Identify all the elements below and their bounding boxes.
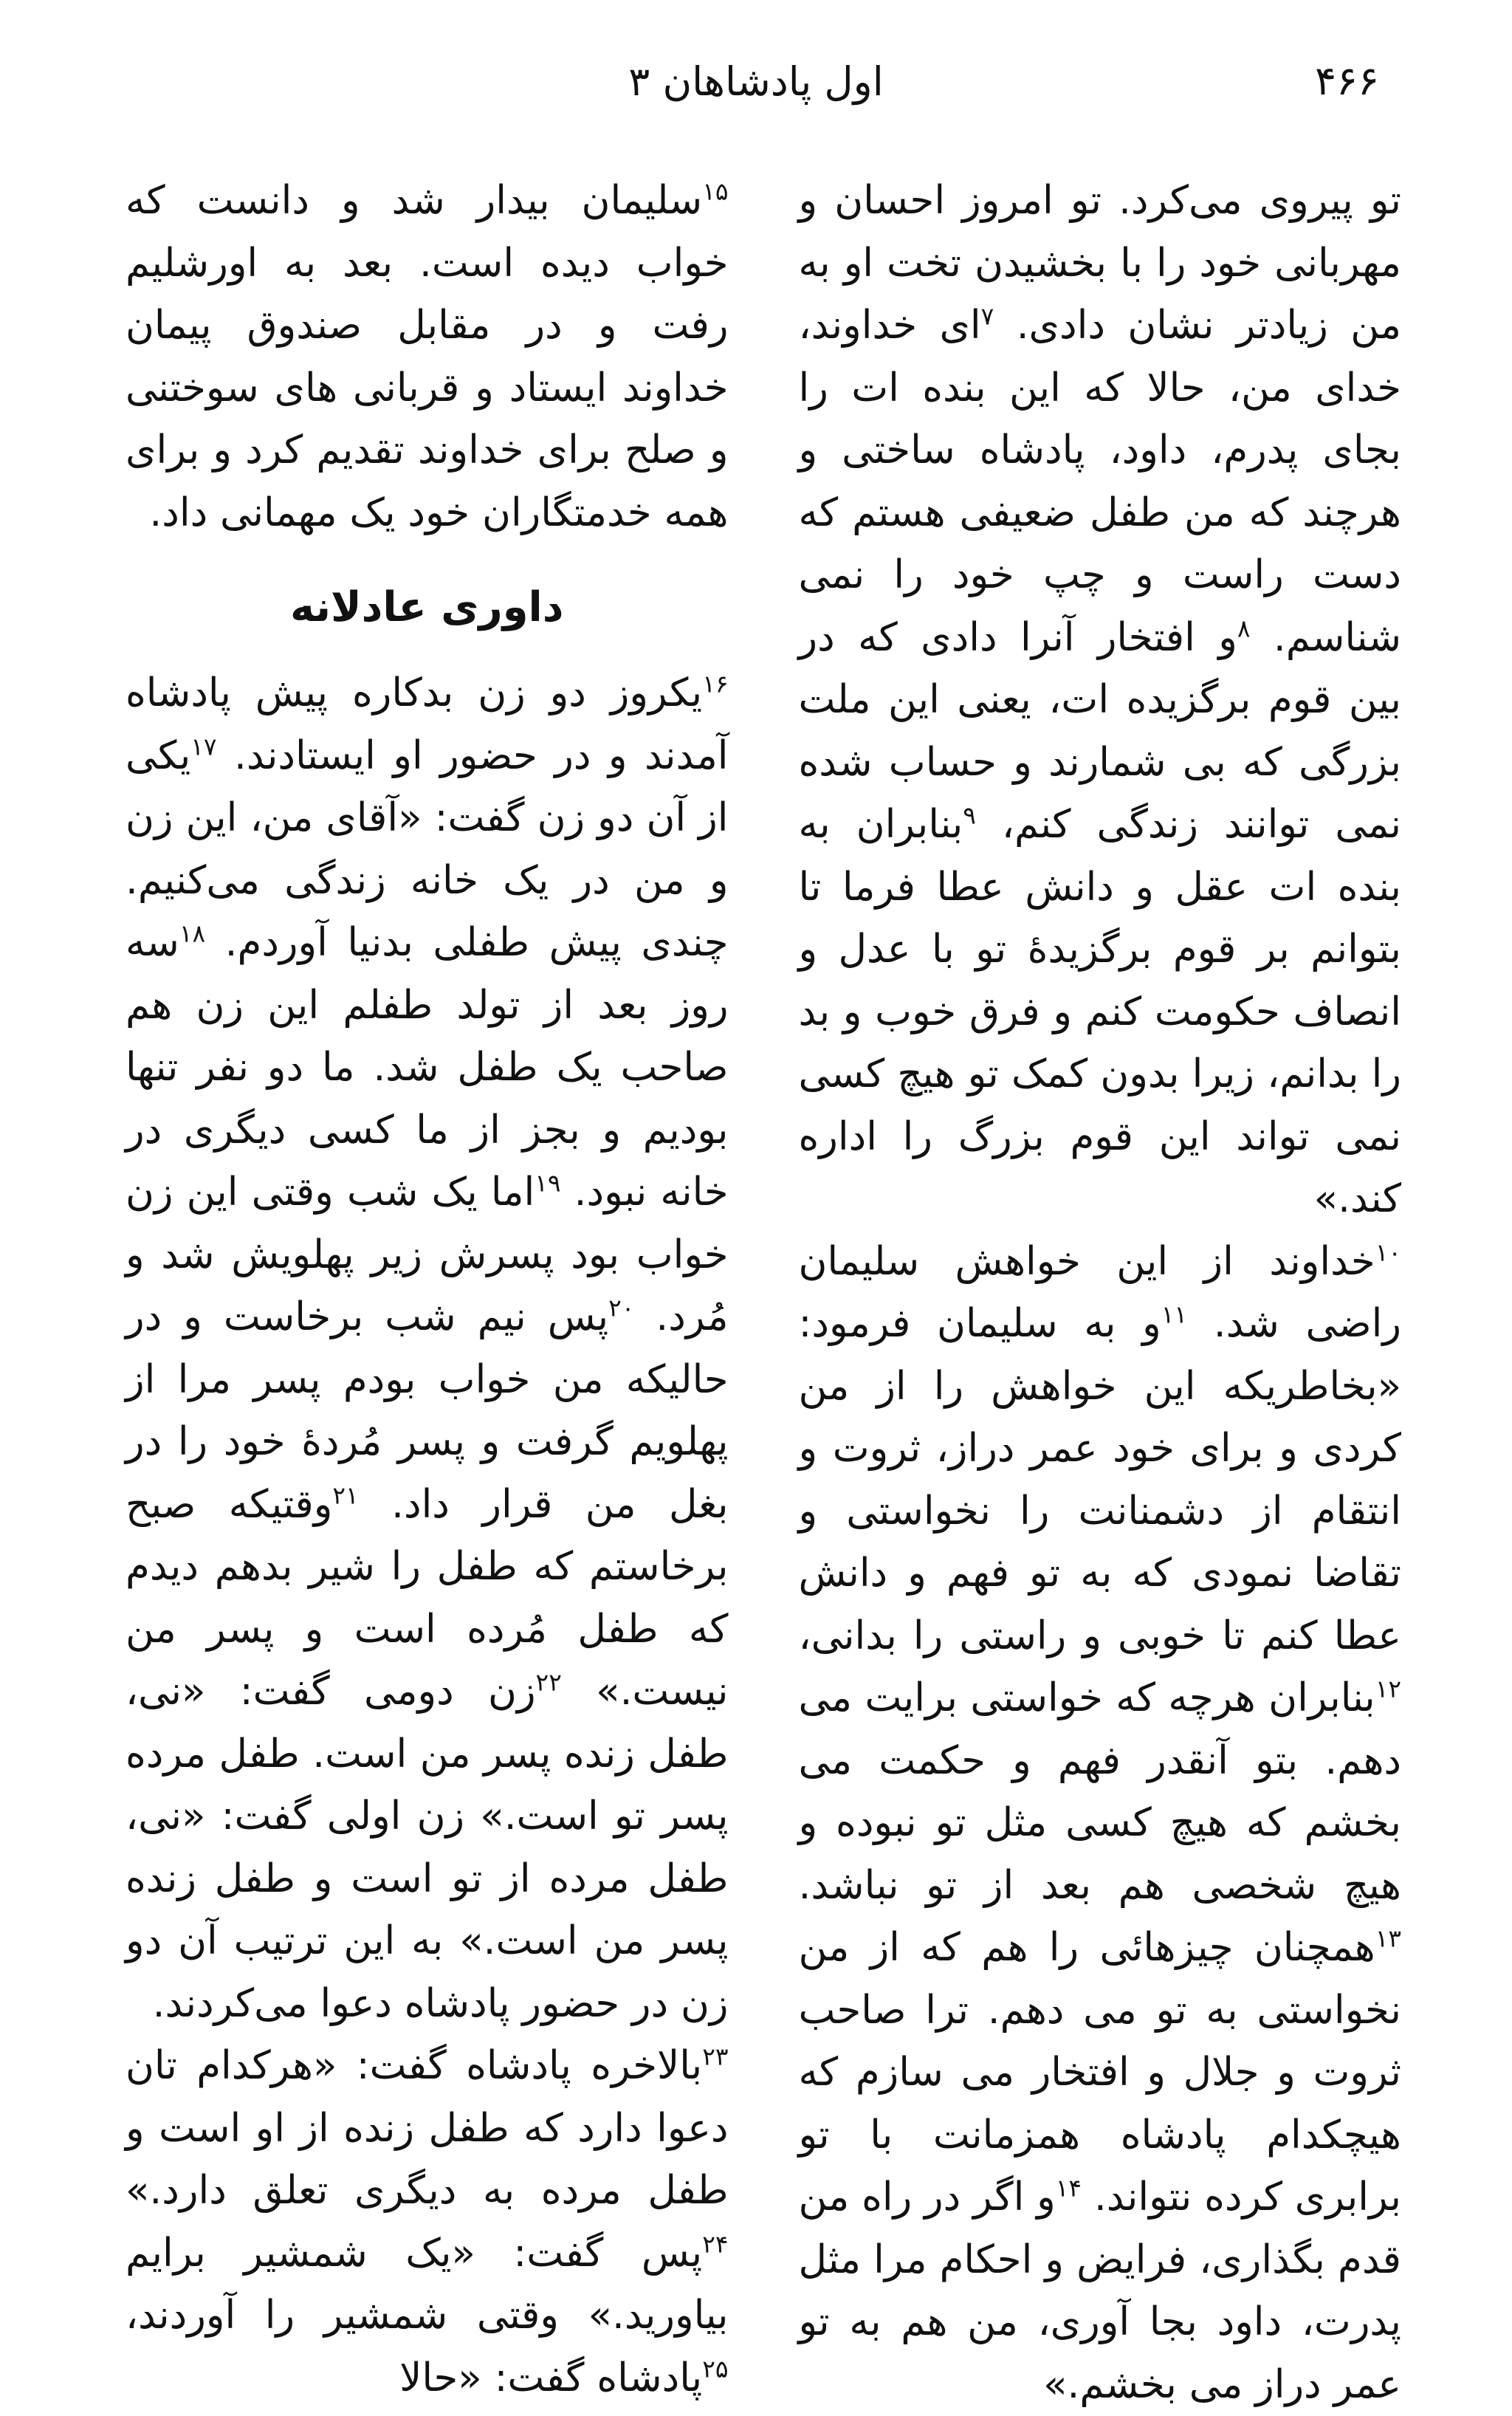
verse-number: ۱۹	[535, 1168, 560, 1197]
verse-text: ای خداوند، خدای من، حالا که این بنده ات را بجای پدرم، داود، پادشاه ساختی و هرچند که من طفل ضعیفی هستم که دست راست و چپ خود را نمی شناسم.	[799, 303, 1402, 660]
verse-text: پس گفت: «یک شمشیر برایم بیاورید.» وقتی شمشیر را آوردند،	[126, 2231, 729, 2338]
verse-number: ۲۵	[702, 2354, 728, 2383]
verse-number: ۲۳	[702, 2042, 728, 2070]
verse-text: و به سلیمان فرمود: «بخاطریکه این خواهش را از من کردی و برای خود عمر دراز، ثروت و انتقام از دشمنانت را نخواستی و تقاضا نمودی که به تو فهم و دانش عطا کنم تا خوبی و راستی را بدانی،	[799, 1301, 1402, 1658]
paragraph	[126, 2035, 729, 2409]
verse-text: تو پیروی می‌کرد. تو امروز احسان و مهربانی خود را با بخشیدن تخت او به من زیادتر نشان دادی.	[799, 178, 1402, 348]
page-header	[111, 52, 1401, 111]
verse-text: سلیمان بیدار شد و دانست که خواب دیده است. بعد به اورشلیم رفت و در مقابل صندوق پیمان خداوند ایستاد و قربانی های سوختنی و صلح برای خداوند تقدیم کرد و برای همه خدمتگاران خود یک مهمانی داد.	[126, 178, 729, 535]
verse-text: یکی از آن دو زن گفت: «آقای من، این زن و من در یک خانه زندگی می‌کنیم. چندی پیش طفلی بدنیا آوردم.	[126, 733, 729, 966]
verse-number: ۲۴	[702, 2229, 728, 2258]
verse-number: ۱۲	[1375, 1674, 1401, 1703]
verse-text: و اگر در راه من قدم بگذاری، فرایض و احکام مرا مثل پدرت، داود بجا آوری، من هم به تو عمر دراز می بخشم.»	[799, 2175, 1402, 2407]
verse-text: و افتخار آنرا دادی که در بین قوم برگزیده ات، یعنی این ملت بزرگی که بی شمارند و حساب شده نمی توانند زندگی کنم،	[799, 615, 1402, 848]
verse-number: ۱۳	[1375, 1923, 1401, 1952]
verse-number: ۱۸	[179, 919, 205, 947]
text-columns	[126, 170, 1401, 2224]
verse-text: بنابران هرچه که خواستی برایت می دهم. بتو آنقدر فهم و حکمت می بخشم که هیچ کسی مثل تو نبوده و هیچ شخصی هم بعد از تو نباشد.	[799, 1675, 1402, 1908]
verse-number: ۱۱	[1161, 1300, 1187, 1328]
verse-number: ۱۵	[702, 176, 728, 205]
verse-number: ۱۰	[1375, 1238, 1401, 1266]
verse-text: بنابران به بنده ات عقل و دانش عطا فرما تا بتوانم بر قوم برگزیدهٔ تو با عدل و انصاف حکومت کنم و فرق خوب و بد را بدانم، زیرا بدون کمک تو هیچ کسی نمی تواند این قوم بزرگ را اداره کند.»	[799, 802, 1402, 1221]
verse-text: زن دومی گفت: «نی، طفل زنده پسر من است. طفل مرده پسر تو است.» زن اولی گفت: «نی، طفل مرده از تو است و طفل زنده پسر من است.» به این ترتیب آن دو زن در حضور پادشاه دعوا می‌کردند.	[126, 1669, 729, 2026]
verse-text: همچنان چیزهائی را هم که از من نخواستی به تو می دهم. ترا صاحب ثروت و جلال و افتخار می سازم که هیچکدام پادشاه همزمانت با تو برابری کرده نتواند.	[799, 1925, 1402, 2220]
verse-text: پس نیم شب برخاست و در حالیکه من خواب بودم پسر مرا از پهلویم گرفت و پسر مُردهٔ خود را در بغل من قرار داد.	[126, 1294, 729, 1527]
verse-text: اما یک شب وقتی این زن خواب بود پسرش زیر پهلویش شد و مُرد.	[126, 1170, 729, 1339]
verse-number: ۹	[963, 800, 976, 829]
paragraph	[126, 170, 729, 544]
paragraph	[799, 170, 1402, 1231]
verse-number: ۱۴	[1056, 2173, 1082, 2202]
running-title: اول پادشاهان ۳	[628, 58, 883, 105]
verse-text: سه روز بعد از تولد طفلم این زن هم صاحب یک طفل شد. ما دو نفر تنها بودیم و بجز از ما کسی دیگری در خانه نبود.	[126, 920, 729, 1215]
verse-number: ۸	[1237, 614, 1251, 642]
page-number: ۴۶۶	[1315, 58, 1379, 104]
verse-text: خداوند از این خواهش سلیمان راضی شد.	[799, 1239, 1402, 1347]
verse-number: ۲۲	[536, 1667, 562, 1696]
verse-text: بالاخره پادشاه گفت: «هرکدام تان دعوا دارد که طفل زنده از او است و طفل مرده به دیگری تعلق دارد.»	[126, 2043, 729, 2213]
verse-number: ۱۶	[702, 669, 728, 698]
verse-text: پادشاه گفت: «حالا	[399, 2355, 702, 2400]
verse-text: وقتیکه صبح برخاستم که طفل را شیر بدهم دیدم که طفل مُرده است و پسر من نیست.»	[126, 1482, 729, 1715]
verse-number: ۷	[981, 301, 994, 330]
paragraph	[126, 662, 729, 2035]
verse-text: یکروز دو زن بدکاره پیش پادشاه آمدند و در حضور او ایستادند.	[126, 670, 729, 778]
right-column	[799, 170, 1402, 2224]
paragraph	[799, 1231, 1402, 2416]
section-heading: داوری عادلانه	[126, 571, 729, 645]
verse-number: ۲۱	[332, 1480, 358, 1509]
verse-number: ۲۰	[608, 1293, 634, 1322]
verse-number: ۱۷	[190, 732, 216, 761]
left-column	[126, 170, 729, 2224]
